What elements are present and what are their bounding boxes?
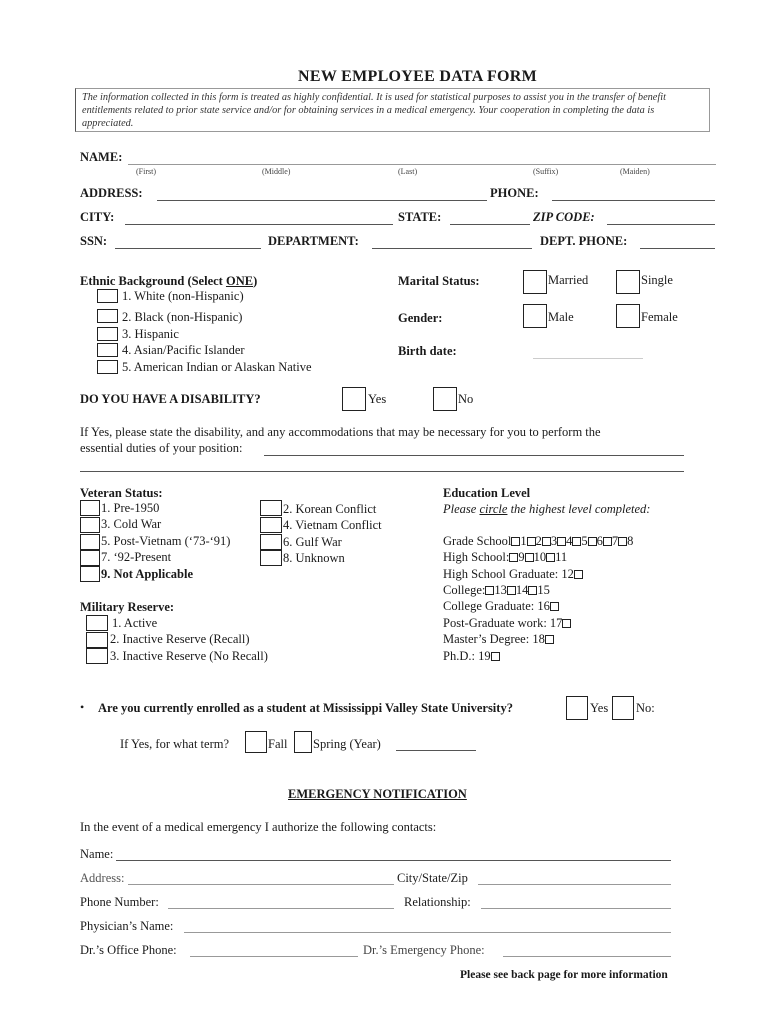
- post-graduate-checkbox[interactable]: [562, 619, 571, 628]
- gender-label: Gender:: [398, 311, 443, 325]
- emergency-relationship-field[interactable]: [481, 908, 671, 909]
- fall-label: Fall: [268, 737, 288, 751]
- post-graduate-row: [443, 616, 571, 631]
- phone-field[interactable]: [552, 200, 715, 201]
- veteran-option-1: 1. Pre-1950: [101, 501, 160, 515]
- emergency-name-label: Name:: [80, 847, 114, 861]
- veteran-checkbox-1[interactable]: [80, 500, 100, 516]
- hs-graduate-row: [443, 567, 583, 582]
- disability-prompt-line1: If Yes, please state the disability, and any accommodations that may be necessary for you to perform the: [80, 425, 601, 439]
- physician-name-label: Physician’s Name:: [80, 919, 174, 933]
- student-no-label: No:: [636, 701, 655, 715]
- grade-num[interactable]: 4: [566, 534, 573, 548]
- emergency-intro: In the event of a medical emergency I authorize the following contacts:: [80, 820, 437, 834]
- ethnic-checkbox-1[interactable]: [97, 289, 118, 303]
- emergency-name-field[interactable]: [116, 860, 671, 861]
- disability-no-label: No: [458, 392, 474, 406]
- zip-field[interactable]: [607, 224, 715, 225]
- hs-checkbox[interactable]: [509, 553, 518, 562]
- married-label: Married: [548, 273, 589, 287]
- spring-checkbox[interactable]: [294, 731, 312, 753]
- state-field[interactable]: [450, 224, 530, 225]
- military-heading: Military Reserve:: [80, 600, 175, 614]
- grade-num[interactable]: 7: [611, 534, 619, 548]
- address-label: ADDRESS:: [80, 186, 143, 200]
- ethnic-heading-one: ONE: [225, 274, 254, 288]
- marital-label: Marital Status:: [398, 274, 480, 288]
- grade-school-row: [443, 534, 633, 549]
- post-graduate-label: Post-Graduate work: 17: [443, 616, 563, 630]
- emergency-phone-label: Phone Number:: [80, 895, 159, 909]
- ethnic-heading-text: Ethnic Background (Select: [80, 274, 226, 288]
- grade-num[interactable]: 8: [627, 534, 634, 548]
- name-part-maiden: (Maiden): [620, 167, 650, 176]
- college-graduate-checkbox[interactable]: [550, 602, 559, 611]
- high-school-label: High School:: [443, 550, 510, 564]
- veteran-checkbox-3[interactable]: [80, 517, 100, 533]
- city-field[interactable]: [125, 224, 393, 225]
- grade-checkbox[interactable]: [588, 537, 597, 546]
- form-title: NEW EMPLOYEE DATA FORM: [298, 68, 538, 85]
- address-field[interactable]: [157, 200, 487, 201]
- military-option-2: 2. Inactive Reserve (Recall): [110, 632, 250, 646]
- emergency-relationship-label: Relationship:: [404, 895, 471, 909]
- ethnic-checkbox-2[interactable]: [97, 309, 118, 323]
- disability-no-checkbox[interactable]: [433, 387, 457, 411]
- college-num[interactable]: 13: [494, 583, 507, 597]
- hs-checkbox[interactable]: [546, 553, 555, 562]
- disability-field-1[interactable]: [264, 455, 684, 456]
- high-school-row: [443, 550, 567, 565]
- grade-checkbox[interactable]: [527, 537, 536, 546]
- grade-num[interactable]: 3: [550, 534, 558, 548]
- disability-question: DO YOU HAVE A DISABILITY?: [80, 392, 261, 406]
- college-checkbox[interactable]: [507, 586, 516, 595]
- physician-name-field[interactable]: [184, 932, 671, 933]
- college-checkbox[interactable]: [485, 586, 494, 595]
- hs-num[interactable]: 10: [533, 550, 547, 564]
- emergency-address-field[interactable]: [128, 884, 394, 885]
- emergency-phone-dr-label: Dr.’s Emergency Phone:: [363, 943, 485, 957]
- veteran-option-7: 7. ‘92-Present: [101, 550, 172, 564]
- grade-checkbox[interactable]: [603, 537, 612, 546]
- male-checkbox[interactable]: [523, 304, 547, 328]
- education-heading: Education Level: [443, 486, 531, 500]
- name-part-last: (Last): [398, 167, 418, 176]
- disability-prompt-line2: essential duties of your position:: [80, 441, 243, 455]
- zip-label: ZIP CODE:: [533, 210, 595, 224]
- college-num[interactable]: 14: [515, 583, 529, 597]
- birth-date-field[interactable]: [533, 358, 643, 359]
- emergency-phone-dr-field[interactable]: [503, 956, 671, 957]
- student-question: Are you currently enrolled as a student at Mississippi Valley State University?: [98, 701, 513, 715]
- ethnic-option-4: 4. Asian/Pacific Islander: [122, 343, 245, 357]
- military-checkbox-3[interactable]: [86, 648, 108, 664]
- military-checkbox-2[interactable]: [86, 632, 108, 648]
- hs-graduate-label: High School Graduate: 12: [443, 567, 574, 581]
- veteran-checkbox-6[interactable]: [260, 534, 282, 550]
- emergency-heading: EMERGENCY NOTIFICATION: [288, 787, 467, 801]
- city-label: CITY:: [80, 210, 115, 224]
- spring-label: Spring (Year): [313, 737, 381, 751]
- ethnic-heading-end: ): [253, 274, 258, 288]
- college-graduate-row: [443, 599, 559, 614]
- veteran-checkbox-7[interactable]: [80, 550, 100, 566]
- masters-checkbox[interactable]: [545, 635, 554, 644]
- college-label: College:: [443, 583, 486, 597]
- male-label: Male: [548, 310, 574, 324]
- veteran-checkbox-8[interactable]: [260, 550, 282, 566]
- masters-row: [443, 632, 554, 647]
- grade-num[interactable]: 1: [520, 534, 527, 548]
- college-graduate-label: College Graduate: 16: [443, 599, 550, 613]
- grade-school-label: Grade School: [443, 534, 512, 548]
- college-row: [443, 583, 550, 598]
- veteran-checkbox-4[interactable]: [260, 517, 282, 533]
- grade-num[interactable]: 5: [581, 534, 588, 548]
- veteran-option-4: 4. Vietnam Conflict: [283, 518, 382, 532]
- ethnic-option-3: 3. Hispanic: [122, 327, 179, 341]
- education-instruction-circle: circle: [479, 502, 508, 516]
- ssn-field[interactable]: [115, 248, 261, 249]
- emergency-city-field[interactable]: [478, 884, 671, 885]
- female-checkbox[interactable]: [616, 304, 640, 328]
- emergency-city-label: City/State/Zip: [397, 871, 468, 885]
- veteran-checkbox-9[interactable]: [80, 566, 100, 582]
- veteran-option-3: 3. Cold War: [101, 517, 162, 531]
- grade-num[interactable]: 6: [596, 534, 603, 548]
- college-num[interactable]: 15: [537, 583, 550, 597]
- disability-yes-checkbox[interactable]: [342, 387, 366, 411]
- military-option-1: 1. Active: [112, 616, 158, 630]
- emergency-address-label: Address:: [80, 871, 125, 885]
- phd-label: Ph.D.: 19: [443, 649, 491, 663]
- dept-phone-label: DEPT. PHONE:: [540, 234, 628, 248]
- name-part-first: (First): [136, 167, 156, 176]
- phone-label: PHONE:: [490, 186, 539, 200]
- military-checkbox-1[interactable]: [86, 615, 108, 631]
- student-yes-label: Yes: [590, 701, 609, 715]
- disability-yes-label: Yes: [368, 392, 387, 406]
- grade-num[interactable]: 2: [535, 534, 542, 548]
- footer-note: Please see back page for more information: [460, 969, 668, 981]
- veteran-checkbox-5[interactable]: [80, 534, 100, 550]
- ethnic-option-5: 5. American Indian or Alaskan Native: [122, 360, 312, 374]
- college-checkbox[interactable]: [528, 586, 537, 595]
- ethnic-checkbox-5[interactable]: [97, 360, 118, 374]
- term-prompt: If Yes, for what term?: [120, 737, 230, 751]
- female-label: Female: [641, 310, 678, 324]
- birth-date-label: Birth date:: [398, 344, 457, 358]
- student-no-checkbox[interactable]: [612, 696, 634, 720]
- fall-checkbox[interactable]: [245, 731, 267, 753]
- office-phone-field[interactable]: [190, 956, 358, 957]
- grade-checkbox[interactable]: [557, 537, 566, 546]
- name-label: NAME:: [80, 150, 123, 164]
- ethnic-option-2: 2. Black (non-Hispanic): [122, 310, 243, 324]
- hs-graduate-checkbox[interactable]: [574, 570, 583, 579]
- married-checkbox[interactable]: [523, 270, 547, 294]
- ethnic-option-1: 1. White (non-Hispanic): [122, 289, 244, 303]
- ethnic-heading: [80, 274, 257, 289]
- veteran-option-2: 2. Korean Conflict: [283, 502, 377, 516]
- military-option-3: 3. Inactive Reserve (No Recall): [110, 649, 268, 663]
- ethnic-checkbox-3[interactable]: [97, 327, 118, 341]
- name-part-suffix: (Suffix): [533, 167, 559, 176]
- dept-phone-field[interactable]: [640, 248, 715, 249]
- spring-year-field[interactable]: [396, 750, 476, 751]
- confidentiality-notice: The information collected in this form is treated as highly confidential. It is used for statistical purposes to assist you in the transfer of benefit entitlements related to prior state service and/or for obtaining services in a medical emergency. Your cooperation in completing the data is appreciated.: [75, 88, 710, 132]
- grade-checkbox[interactable]: [542, 537, 551, 546]
- single-checkbox[interactable]: [616, 270, 640, 294]
- name-part-middle: (Middle): [262, 167, 291, 176]
- veteran-option-5: 5. Post-Vietnam (‘73-‘91): [101, 534, 231, 548]
- veteran-option-6: 6. Gulf War: [283, 535, 342, 549]
- education-instruction: [443, 502, 650, 517]
- department-field[interactable]: [372, 248, 532, 249]
- education-instruction-pre: Please: [443, 502, 480, 516]
- ethnic-checkbox-4[interactable]: [97, 343, 118, 357]
- hs-num[interactable]: 11: [555, 550, 568, 564]
- ssn-label: SSN:: [80, 234, 108, 248]
- phd-row: [443, 649, 500, 664]
- single-label: Single: [641, 273, 673, 287]
- student-yes-checkbox[interactable]: [566, 696, 588, 720]
- name-field[interactable]: [128, 164, 716, 165]
- hs-num[interactable]: 9: [518, 550, 525, 564]
- veteran-option-9: 9. Not Applicable: [101, 567, 194, 581]
- hs-checkbox[interactable]: [525, 553, 534, 562]
- department-label: DEPARTMENT:: [268, 234, 359, 248]
- veteran-heading: Veteran Status:: [80, 486, 163, 500]
- state-label: STATE:: [398, 210, 442, 224]
- education-instruction-post: the highest level completed:: [507, 502, 651, 516]
- veteran-checkbox-2[interactable]: [260, 500, 282, 516]
- phd-checkbox[interactable]: [491, 652, 500, 661]
- disability-field-2[interactable]: [80, 471, 684, 472]
- emergency-phone-field[interactable]: [168, 908, 394, 909]
- masters-label: Master’s Degree: 18: [443, 632, 545, 646]
- office-phone-label: Dr.’s Office Phone:: [80, 943, 177, 957]
- veteran-option-8: 8. Unknown: [283, 551, 345, 565]
- bullet-icon: •: [80, 700, 85, 714]
- grade-checkbox[interactable]: [618, 537, 627, 546]
